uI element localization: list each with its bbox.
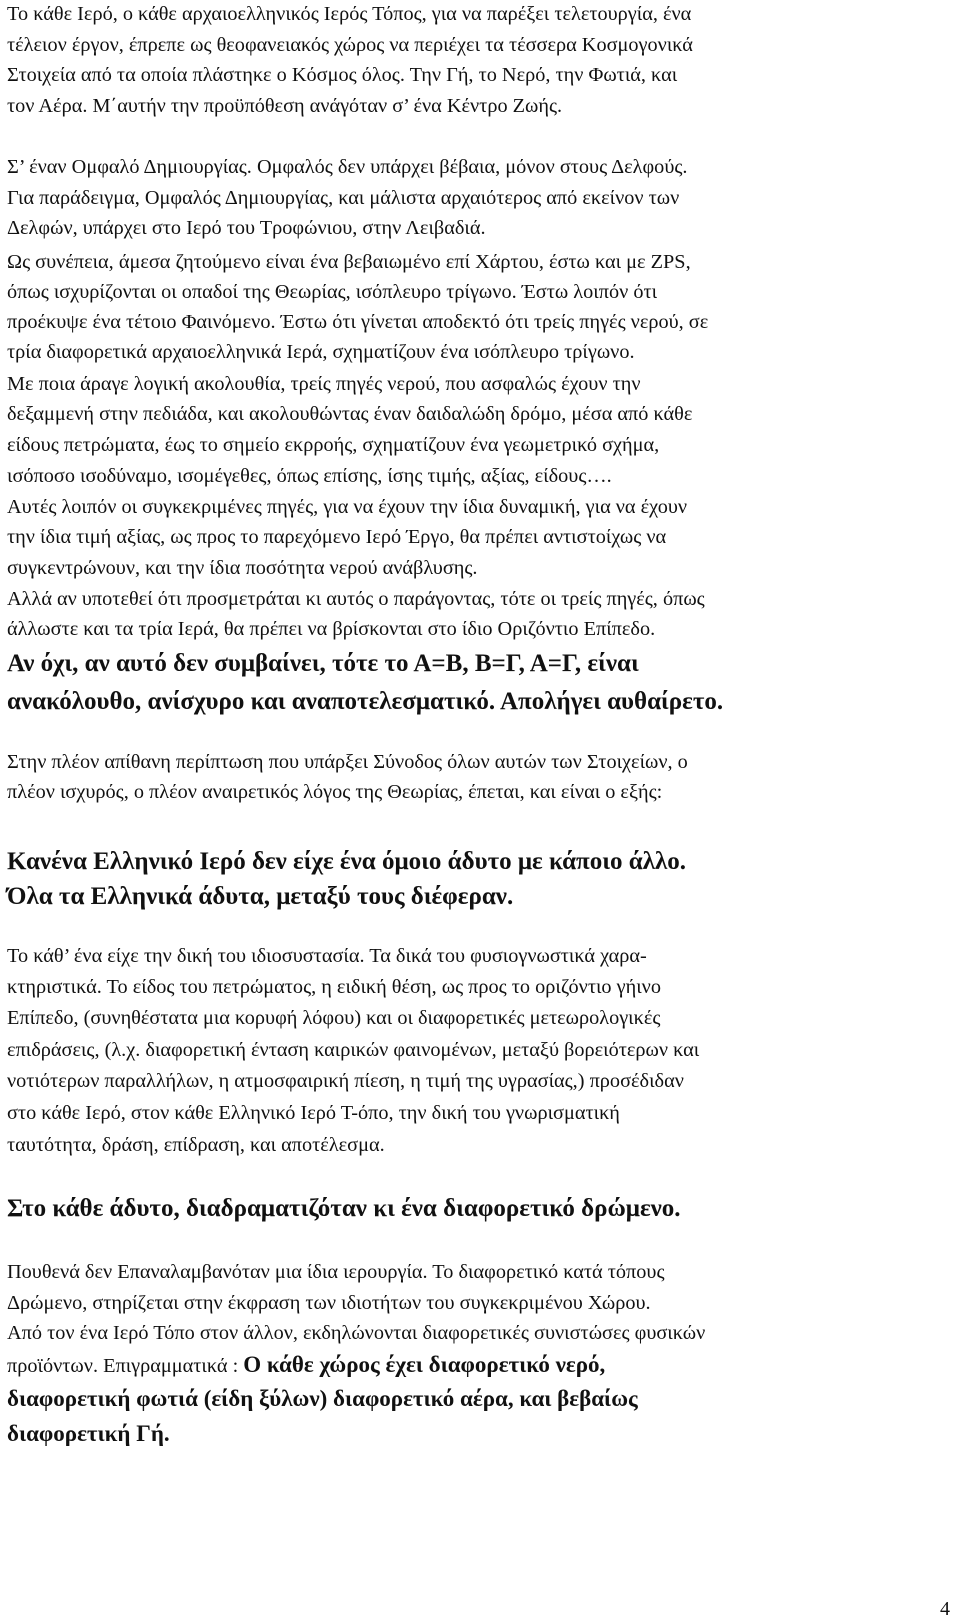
text-line: Το κάθε Ιερό, ο κάθε αρχαιοελληνικός Ιερός Τόπος, για να παρέξει τελετουργία, ένα <box>7 3 692 25</box>
text-line: Σ’ έναν Ομφαλό Δημιουργίας. Ομφαλός δεν υπάρχει βέβαια, μόνον στους Δελφούς. <box>7 156 688 178</box>
text-line: πλέον ισχυρός, ο πλέον αναιρετικός λόγος της Θεωρίας, έπεται, και είναι ο εξής: <box>7 781 663 803</box>
text-line: Επίπεδο, (συνηθέστατα μια κορυφή λόφου) και οι διαφορετικές μετεωρολογικές <box>7 1007 661 1029</box>
text-line: Το κάθ’ ένα είχε την δική του ιδιοσυστασία. Τα δικά του φυσιογνωστικά χαρα- <box>7 945 647 967</box>
text-line: στο κάθε Ιερό, στον κάθε Ελληνικό Ιερό Τ-όπο, την δική του γνωρισματική <box>7 1102 620 1124</box>
bold-statement-line: Όλα τα Ελληνικά άδυτα, μεταξύ τους διέφεραν. <box>7 883 514 910</box>
page-number: 4 <box>940 1598 950 1620</box>
text-line: τέλειον έργον, έπρεπε ως θεοφανειακός χώρος να περιέχει τα τέσσερα Κοσμογονικά <box>7 34 693 56</box>
text-line: Από τον ένα Ιερό Τόπο στον άλλον, εκδηλώνονται διαφορετικές συνιστώσες φυσικών <box>7 1322 706 1344</box>
text-line: είδους πετρώματα, έως το σημείο εκρροής, σχηματίζουν ένα γεωμετρικό σχήμα, <box>7 434 660 456</box>
text-line: Στοιχεία από τα οποία πλάστηκε ο Κόσμος όλος. Την Γή, το Νερό, την Φωτιά, και <box>7 64 678 86</box>
text-line: νοτιότερων παραλλήλων, η ατμοσφαιρική πίεση, η τιμή της υγρασίας,) προσέδιδαν <box>7 1070 684 1092</box>
text-line: Στην πλέον απίθανη περίπτωση που υπάρξει Σύνοδος όλων αυτών των Στοιχείων, ο <box>7 751 688 773</box>
normal-text-span: προϊόντων. Επιγραμματικά : <box>7 1355 244 1377</box>
text-line: τρία διαφορετικά αρχαιοελληνικά Ιερά, σχηματίζουν ένα ισόπλευρο τρίγωνο. <box>7 341 635 363</box>
text-line: συγκεντρώνουν, και την ίδια ποσότητα νερού ανάβλυσης. <box>7 557 478 579</box>
text-line: επιδράσεις, (λ.χ. διαφορετική ένταση καιρικών φαινομένων, μεταξύ βορειότερων και <box>7 1039 700 1061</box>
bold-statement-line: Αν όχι, αν αυτό δεν συμβαίνει, τότε το Α=Β, Β=Γ, Α=Γ, είναι <box>7 650 639 677</box>
text-line: Δρώμενο, στηρίζεται στην έκφραση των ιδιοτήτων του συγκεκριμένου Χώρου. <box>7 1292 651 1314</box>
mixed-text-line <box>7 1353 605 1376</box>
text-line: άλλωστε και τα τρία Ιερά, θα πρέπει να βρίσκονται στο ίδιο Οριζόντιο Επίπεδο. <box>7 618 656 640</box>
text-line: Πουθενά δεν Επαναλαμβανόταν μια ίδια ιερουργία. Το διαφορετικό κατά τόπους <box>7 1261 665 1283</box>
text-line: κτηριστικά. Το είδος του πετρώματος, η ειδική θέση, ως προς το οριζόντιο γήινο <box>7 976 661 998</box>
bold-text-line: διαφορετική Γή. <box>7 1421 170 1446</box>
text-line: Αυτές λοιπόν οι συγκεκριμένες πηγές, για να έχουν την ίδια δυναμική, για να έχουν <box>7 496 688 518</box>
text-line: Με ποια άραγε λογική ακολουθία, τρείς πηγές νερού, που ασφαλώς έχουν την <box>7 373 641 395</box>
text-line: Για παράδειγμα, Ομφαλός Δημιουργίας, και μάλιστα αρχαιότερος από εκείνον των <box>7 187 680 209</box>
text-line: Ως συνέπεια, άμεσα ζητούμενο είναι ένα βεβαιωμένο επί Χάρτου, έστω και με ZPS, <box>7 251 691 273</box>
text-line: τον Αέρα. Μ΄αυτήν την προϋπόθεση ανάγόταν σ’ ένα Κέντρο Ζωής. <box>7 95 563 117</box>
document-page <box>7 0 952 1624</box>
bold-statement-line: Στο κάθε άδυτο, διαδραματιζόταν κι ένα διαφορετικό δρώμενο. <box>7 1195 681 1222</box>
text-line: Δελφών, υπάρχει στο Ιερό του Τροφώνιου, στην Λειβαδιά. <box>7 217 486 239</box>
bold-text-line: διαφορετική φωτιά (είδη ξύλων) διαφορετικό αέρα, και βεβαίως <box>7 1386 638 1411</box>
text-line: ταυτότητα, δράση, επίδραση, και αποτέλεσμα. <box>7 1134 385 1156</box>
text-line: ισόποσο ισοδύναμο, ισομέγεθες, όπως επίσης, ίσης τιμής, αξίας, είδους…. <box>7 465 612 487</box>
text-line: δεξαμμενή στην πεδιάδα, και ακολουθώντας έναν δαιδαλώδη δρόμο, μέσα από κάθε <box>7 403 693 425</box>
bold-statement-line: Κανένα Ελληνικό Ιερό δεν είχε ένα όμοιο άδυτο με κάποιο άλλο. <box>7 848 687 875</box>
bold-text-span: Ο κάθε χώρος έχει διαφορετικό νερό, <box>243 1352 606 1377</box>
text-line: όπως ισχυρίζονται οι οπαδοί της Θεωρίας, ισόπλευρο τρίγωνο. Έστω λοιπόν ότι <box>7 281 658 303</box>
bold-statement-line: ανακόλουθο, ανίσχυρο και αναποτελεσματικό. Απολήγει αυθαίρετο. <box>7 688 724 715</box>
text-line: Αλλά αν υποτεθεί ότι προσμετράται κι αυτός ο παράγοντας, τότε οι τρείς πηγές, όπως <box>7 588 705 610</box>
text-line: την ίδια τιμή αξίας, ως προς το παρεχόμενο Ιερό Έργο, θα πρέπει αντιστοίχως να <box>7 526 667 548</box>
text-line: προέκυψε ένα τέτοιο Φαινόμενο. Έστω ότι γίνεται αποδεκτό ότι τρείς πηγές νερού, σε <box>7 311 709 333</box>
